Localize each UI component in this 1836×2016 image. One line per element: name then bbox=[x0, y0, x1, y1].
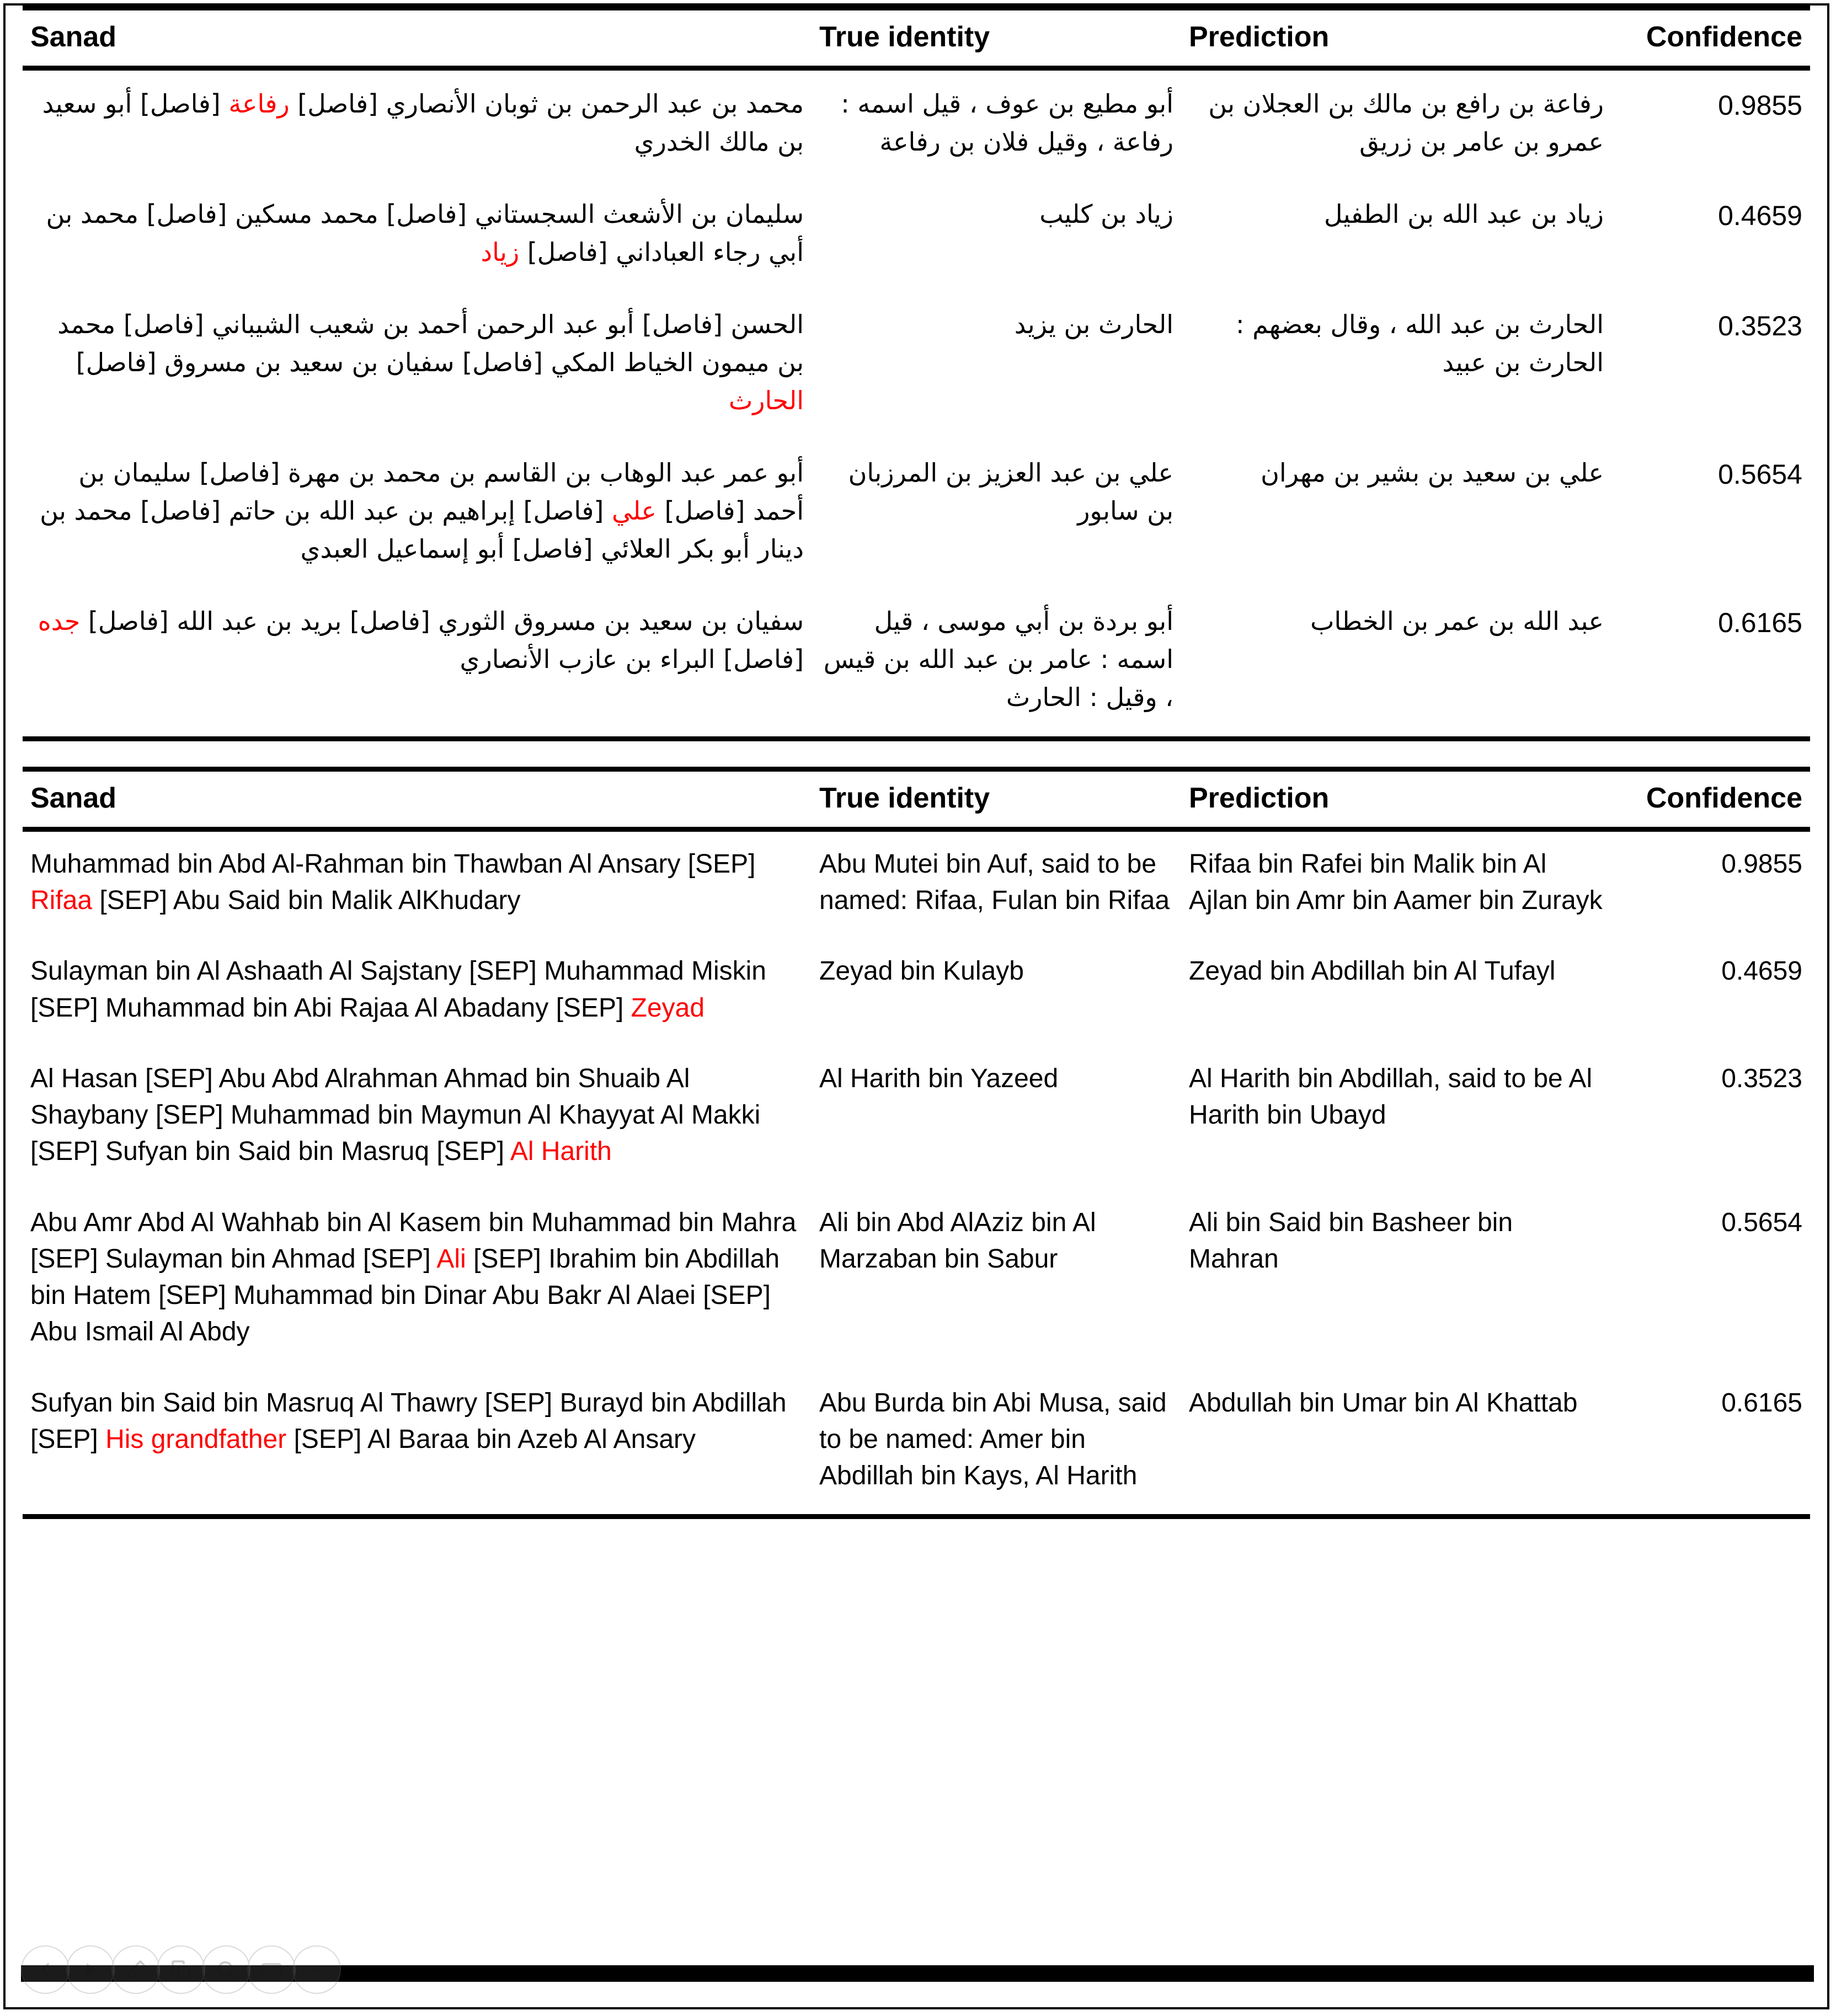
table-header-row bbox=[23, 10, 1810, 68]
table-row bbox=[23, 832, 1810, 939]
sanad-text-pre: Abu Amr Abd Al Wahhab bin Al Kasem bin Muhammad bin Mahra [SEP] Sulayman bin Ahmad [SEP] bbox=[30, 1207, 797, 1274]
table-row bbox=[23, 440, 1810, 588]
sanad-text-post: [فاصل] إبراهيم بن عبد الله بن حاتم [فاصل] محمد بن دينار أبو بكر العلائي [فاصل] أبو إسماعيل العبدي bbox=[40, 496, 804, 564]
table-row bbox=[23, 939, 1810, 1046]
cell-sanad bbox=[23, 832, 812, 939]
cell-prediction: علي بن سعيد بن بشير بن مهران bbox=[1261, 458, 1604, 488]
column-header-prediction: Prediction bbox=[1189, 782, 1330, 814]
cell-true-identity: أبو بردة بن أبي موسى ، قيل اسمه : عامر بن عبد الله بن قيس ، وقيل : الحارث bbox=[823, 606, 1173, 712]
cell-confidence: 0.9855 bbox=[1718, 90, 1802, 121]
arabic-examples-table bbox=[23, 6, 1810, 741]
pen-icon[interactable] bbox=[111, 1945, 160, 1994]
cell-sanad bbox=[23, 1371, 812, 1517]
cell-confidence: 0.6165 bbox=[1721, 1388, 1802, 1418]
cell-true-identity: Zeyad bin Kulayb bbox=[819, 956, 1024, 986]
table-row bbox=[23, 1371, 1810, 1517]
cell-prediction: عبد الله بن عمر بن الخطاب bbox=[1310, 606, 1604, 636]
sanad-highlight: His grandfather bbox=[105, 1424, 287, 1454]
column-header-prediction: Prediction bbox=[1189, 21, 1330, 53]
cell-confidence: 0.6165 bbox=[1718, 607, 1802, 638]
cell-prediction: Ali bin Said bin Basheer bin Mahran bbox=[1189, 1207, 1513, 1274]
cell-sanad bbox=[23, 588, 812, 739]
cell-true-identity: Abu Burda bin Abi Musa, said to be named: Amer bin Abdillah bin Kays, Al Harith bbox=[819, 1388, 1167, 1491]
cell-prediction: Rifaa bin Rafei bin Malik bin Al Ajlan bin Amr bin Aamer bin Zurayk bbox=[1189, 849, 1603, 916]
sanad-text-pre: أبو عمر عبد الوهاب بن القاسم بن محمد بن مهرة [فاصل] سليمان بن أحمد [فاصل] bbox=[78, 458, 804, 526]
sanad-text-post: [فاصل] البراء بن عازب الأنصاري bbox=[460, 644, 804, 674]
sanad-text-pre: Sulayman bin Al Ashaath Al Sajstany [SEP] Muhammad Miskin [SEP] Muhammad bin Abi Rajaa Al Abadany [SEP] bbox=[30, 956, 766, 1023]
sanad-highlight: علي bbox=[611, 496, 657, 526]
cell-true-identity: أبو مطيع بن عوف ، قيل اسمه : رفاعة ، وقيل فلان بن رفاعة bbox=[841, 89, 1173, 157]
search-icon[interactable] bbox=[202, 1945, 250, 1994]
cell-sanad bbox=[23, 181, 812, 291]
table-row bbox=[23, 291, 1810, 440]
sanad-text-pre: الحسن [فاصل] أبو عبد الرحمن أحمد بن شعيب الشيباني [فاصل] محمد بن ميمون الخياط المكي [فاصل] سفيان بن سعيد بن مسروق [فاصل] bbox=[57, 309, 804, 377]
cell-sanad bbox=[23, 1046, 812, 1190]
sanad-highlight: جده bbox=[38, 606, 81, 636]
cell-prediction: Zeyad bin Abdillah bin Al Tufayl bbox=[1189, 956, 1556, 986]
cell-prediction: رفاعة بن رافع بن مالك بن العجلان بن عمرو بن عامر بن زريق bbox=[1208, 89, 1604, 157]
sanad-text-post: [فاصل] أبو سعيد بن مالك الخدري bbox=[42, 89, 804, 157]
table-row bbox=[23, 1190, 1810, 1371]
sanad-text-post: [SEP] Abu Said bin Malik AlKhudary bbox=[92, 886, 521, 916]
cell-sanad bbox=[23, 291, 812, 440]
table-separator bbox=[6, 741, 1827, 767]
sanad-text-pre: محمد بن عبد الرحمن بن ثوبان الأنصاري [فاصل] bbox=[289, 89, 804, 119]
cell-confidence: 0.4659 bbox=[1721, 956, 1802, 986]
sanad-highlight: الحارث bbox=[728, 386, 804, 415]
cell-sanad bbox=[23, 71, 812, 181]
sanad-highlight: Zeyad bbox=[631, 993, 705, 1023]
sanad-text-post: [SEP] Ibrahim bin Abdillah bin Hatem [SEP] Muhammad bin Dinar Abu Bakr Al Alaei [SEP] Abu Ismail Al Abdy bbox=[30, 1244, 780, 1347]
sanad-highlight: رفاعة bbox=[228, 89, 290, 119]
cell-true-identity: الحارث بن يزيد bbox=[1014, 309, 1173, 339]
column-header-true-identity: True identity bbox=[819, 782, 990, 814]
column-header-confidence: Confidence bbox=[1646, 21, 1802, 53]
screenshot-toolbar[interactable] bbox=[21, 1945, 338, 1994]
cell-sanad bbox=[23, 1190, 812, 1371]
cell-sanad bbox=[23, 440, 812, 588]
cell-prediction: Al Harith bin Abdillah, said to be Al Harith bin Ubayd bbox=[1189, 1063, 1593, 1130]
cell-true-identity: علي بن عبد العزيز بن المرزبان بن سابور bbox=[848, 458, 1173, 526]
cell-prediction: زياد بن عبد الله بن الطفيل bbox=[1324, 199, 1604, 229]
cell-prediction: Abdullah bin Umar bin Al Khattab bbox=[1189, 1388, 1578, 1418]
english-examples-table bbox=[23, 767, 1810, 1519]
sanad-highlight: Al Harith bbox=[510, 1137, 612, 1167]
cell-true-identity: Ali bin Abd AlAziz bin Al Marzaban bin Sabur bbox=[819, 1207, 1096, 1274]
table-header-row bbox=[23, 772, 1810, 830]
sanad-highlight: Ali bbox=[436, 1244, 466, 1274]
sanad-text-pre: Al Hasan [SEP] Abu Abd Alrahman Ahmad bin Shuaib Al Shaybany [SEP] Muhammad bin Maymun Al Khayyat Al Makki [SEP] Sufyan bin Said bin Masruq [SEP] bbox=[30, 1063, 761, 1167]
sanad-highlight: زياد bbox=[481, 237, 520, 267]
cell-confidence: 0.5654 bbox=[1721, 1207, 1802, 1237]
column-header-true-identity: True identity bbox=[819, 21, 990, 53]
copy-icon[interactable] bbox=[157, 1945, 205, 1994]
column-header-sanad: Sanad bbox=[30, 782, 117, 814]
table-row bbox=[23, 1046, 1810, 1190]
cell-true-identity: Abu Mutei bin Auf, said to be named: Rifaa, Fulan bin Rifaa bbox=[819, 849, 1170, 916]
play-icon[interactable] bbox=[66, 1945, 115, 1994]
keyboard-icon[interactable] bbox=[247, 1945, 296, 1994]
column-header-sanad: Sanad bbox=[30, 21, 117, 53]
sanad-text-pre: Muhammad bin Abd Al-Rahman bin Thawban Al Ansary [SEP] bbox=[30, 849, 756, 879]
cell-confidence: 0.3523 bbox=[1718, 311, 1802, 341]
table-rule-bottom bbox=[23, 1517, 1810, 1520]
cell-confidence: 0.9855 bbox=[1721, 849, 1802, 879]
sanad-text-pre: سليمان بن الأشعث السجستاني [فاصل] محمد مسكين [فاصل] محمد بن أبي رجاء العباداني [فاصل] bbox=[46, 199, 804, 267]
cell-true-identity: زياد بن كليب bbox=[1039, 199, 1173, 229]
sanad-text-post: [SEP] Al Baraa bin Azeb Al Ansary bbox=[286, 1424, 696, 1454]
back-icon[interactable] bbox=[21, 1945, 70, 1994]
sanad-highlight: Rifaa bbox=[30, 886, 93, 916]
cell-true-identity: Al Harith bin Yazeed bbox=[819, 1063, 1059, 1093]
page-frame bbox=[3, 3, 1829, 2009]
cell-confidence: 0.3523 bbox=[1721, 1063, 1802, 1093]
cell-prediction: الحارث بن عبد الله ، وقال بعضهم : الحارث بن عبيد bbox=[1235, 309, 1604, 377]
table-row bbox=[23, 181, 1810, 291]
more-icon[interactable] bbox=[292, 1945, 341, 1994]
cell-confidence: 0.5654 bbox=[1718, 459, 1802, 490]
sanad-text-pre: Sufyan bin Said bin Masruq Al Thawry [SEP] Burayd bin Abdillah [SEP] bbox=[30, 1388, 787, 1454]
table-row bbox=[23, 588, 1810, 739]
column-header-confidence: Confidence bbox=[1646, 782, 1802, 814]
table-row bbox=[23, 71, 1810, 181]
sanad-text-pre: سفيان بن سعيد بن مسروق الثوري [فاصل] بريد بن عبد الله [فاصل] bbox=[80, 606, 804, 636]
cell-confidence: 0.4659 bbox=[1718, 200, 1802, 231]
cell-sanad bbox=[23, 939, 812, 1046]
